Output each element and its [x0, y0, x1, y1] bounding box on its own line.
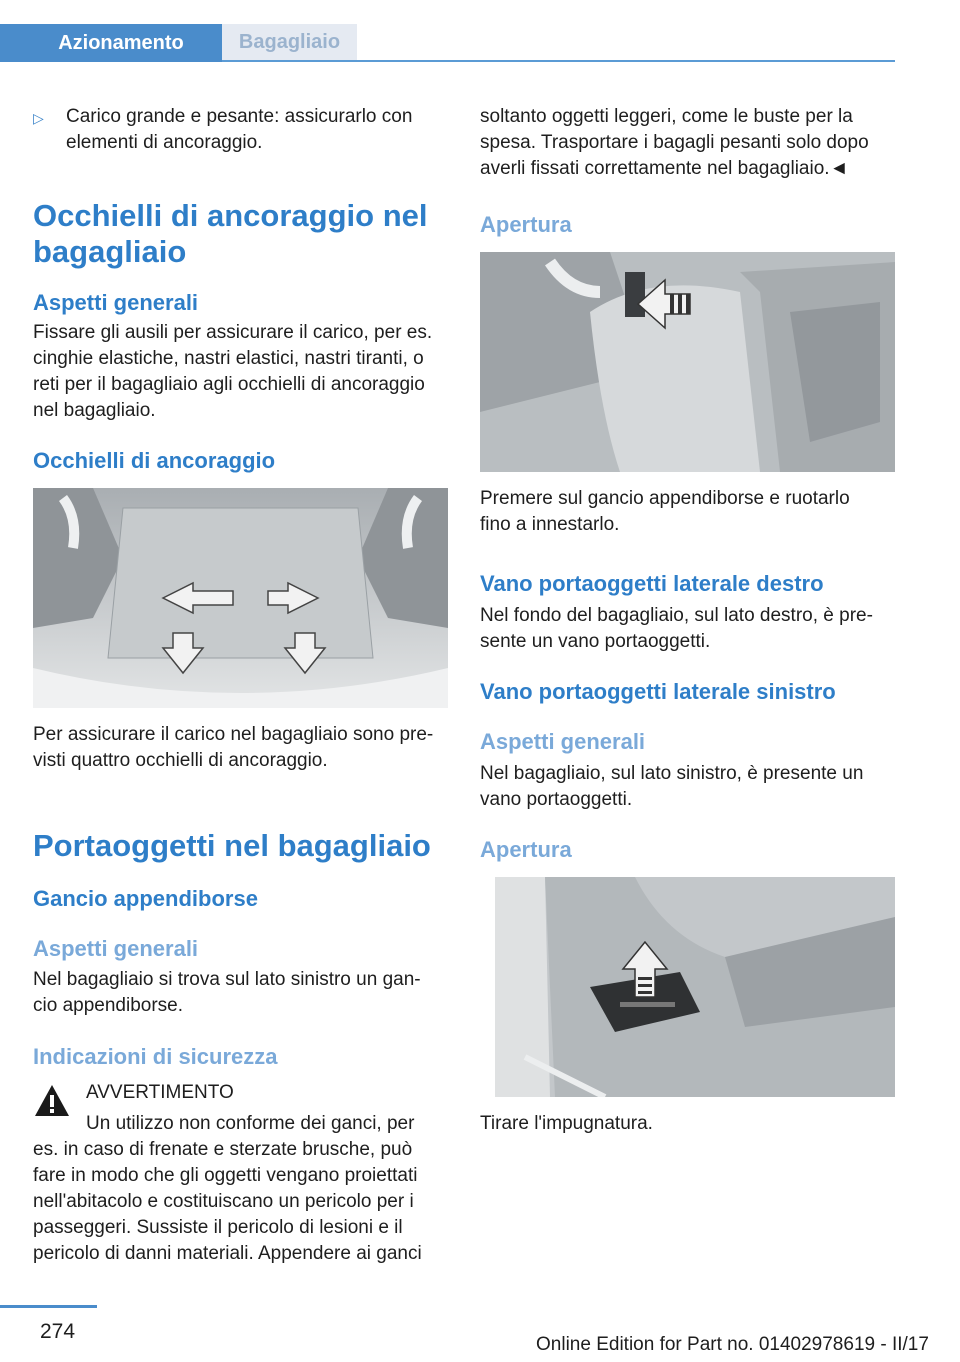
edition-info: Online Edition for Part no. 01402978619 - II/17	[536, 1334, 929, 1355]
page-number: 274	[40, 1320, 76, 1343]
section-title-anchoring: bagagliaio	[33, 234, 187, 269]
paragraph-line: Fissare gli ausili per assicurare il carico, per es.	[33, 322, 433, 343]
warning-text-line: passeggeri. Sussiste il pericolo di lesioni e il	[33, 1217, 403, 1238]
subheading-general: Aspetti generali	[33, 936, 199, 961]
subheading-safety: Indicazioni di sicurezza	[33, 1044, 278, 1069]
caption-line: Tirare l'impugnatura.	[480, 1113, 653, 1134]
warning-text-line: Un utilizzo non conforme dei ganci, per	[86, 1113, 415, 1134]
bag-hook-image	[480, 252, 895, 472]
paragraph-line: spesa. Trasportare i bagagli pesanti solo dopo	[480, 132, 869, 153]
warning-title: AVVERTIMENTO	[86, 1082, 234, 1103]
section-title-anchoring: Occhielli di ancoraggio nel	[33, 198, 428, 233]
subheading-opening: Apertura	[480, 837, 572, 862]
paragraph-line: soltanto oggetti leggeri, come le buste per la	[480, 106, 853, 127]
bullet-text-line: elementi di ancoraggio.	[66, 132, 263, 153]
tab-bagagliaio[interactable]: Bagagliaio	[222, 24, 357, 60]
subheading-hook: Gancio appendiborse	[33, 886, 258, 911]
footer-rule	[0, 1305, 97, 1308]
caption-line: visti quattro occhielli di ancoraggio.	[33, 750, 328, 771]
subheading-eyelets: Occhielli di ancoraggio	[33, 448, 276, 473]
paragraph-line: Nel fondo del bagagliaio, sul lato destro, è pre‐	[480, 605, 873, 626]
paragraph-line: Nel bagagliaio, sul lato sinistro, è presente un	[480, 763, 864, 784]
subheading-general: Aspetti generali	[480, 729, 646, 754]
subheading-opening: Apertura	[480, 212, 572, 237]
paragraph-line: nel bagagliaio.	[33, 400, 156, 421]
warning-icon	[33, 1083, 71, 1119]
paragraph-line: cio appendiborse.	[33, 995, 183, 1016]
compartment-handle-image	[495, 877, 895, 1097]
tab-azionamento[interactable]: Azionamento	[0, 24, 222, 62]
paragraph-line: reti per il bagagliaio agli occhielli di ancoraggio	[33, 374, 425, 395]
paragraph-line: Nel bagagliaio si trova sul lato sinistro un gan‐	[33, 969, 421, 990]
bullet-triangle-icon: ▷	[33, 110, 44, 126]
warning-text-line: pericolo di danni materiali. Appendere ai ganci	[33, 1243, 422, 1264]
subheading-right-compartment: Vano portaoggetti laterale destro	[480, 571, 824, 596]
trunk-eyelets-image	[33, 488, 448, 708]
paragraph-line: cinghie elastiche, nastri elastici, nastri tiranti, o	[33, 348, 424, 369]
header-tabs	[0, 24, 895, 62]
subheading-general: Aspetti generali	[33, 290, 199, 315]
warning-text-line: es. in caso di frenate e sterzate brusche, può	[33, 1139, 413, 1160]
caption-line: Per assicurare il carico nel bagagliaio sono pre‐	[33, 724, 434, 745]
section-title-storage: Portaoggetti nel bagagliaio	[33, 828, 431, 863]
caption-line: fino a innestarlo.	[480, 514, 620, 535]
paragraph-line: averli fissati correttamente nel bagagliaio.◄	[480, 158, 849, 179]
caption-line: Premere sul gancio appendiborse e ruotarlo	[480, 488, 850, 509]
bullet-text-line: Carico grande e pesante: assicurarlo con	[66, 106, 413, 127]
warning-text-line: fare in modo che gli oggetti vengano proiettati	[33, 1165, 418, 1186]
paragraph-line: sente un vano portaoggetti.	[480, 631, 711, 652]
warning-text-line: nell'abitacolo e costituiscano un pericolo per i	[33, 1191, 414, 1212]
subheading-left-compartment: Vano portaoggetti laterale sinistro	[480, 679, 836, 704]
paragraph-line: vano portaoggetti.	[480, 789, 633, 810]
